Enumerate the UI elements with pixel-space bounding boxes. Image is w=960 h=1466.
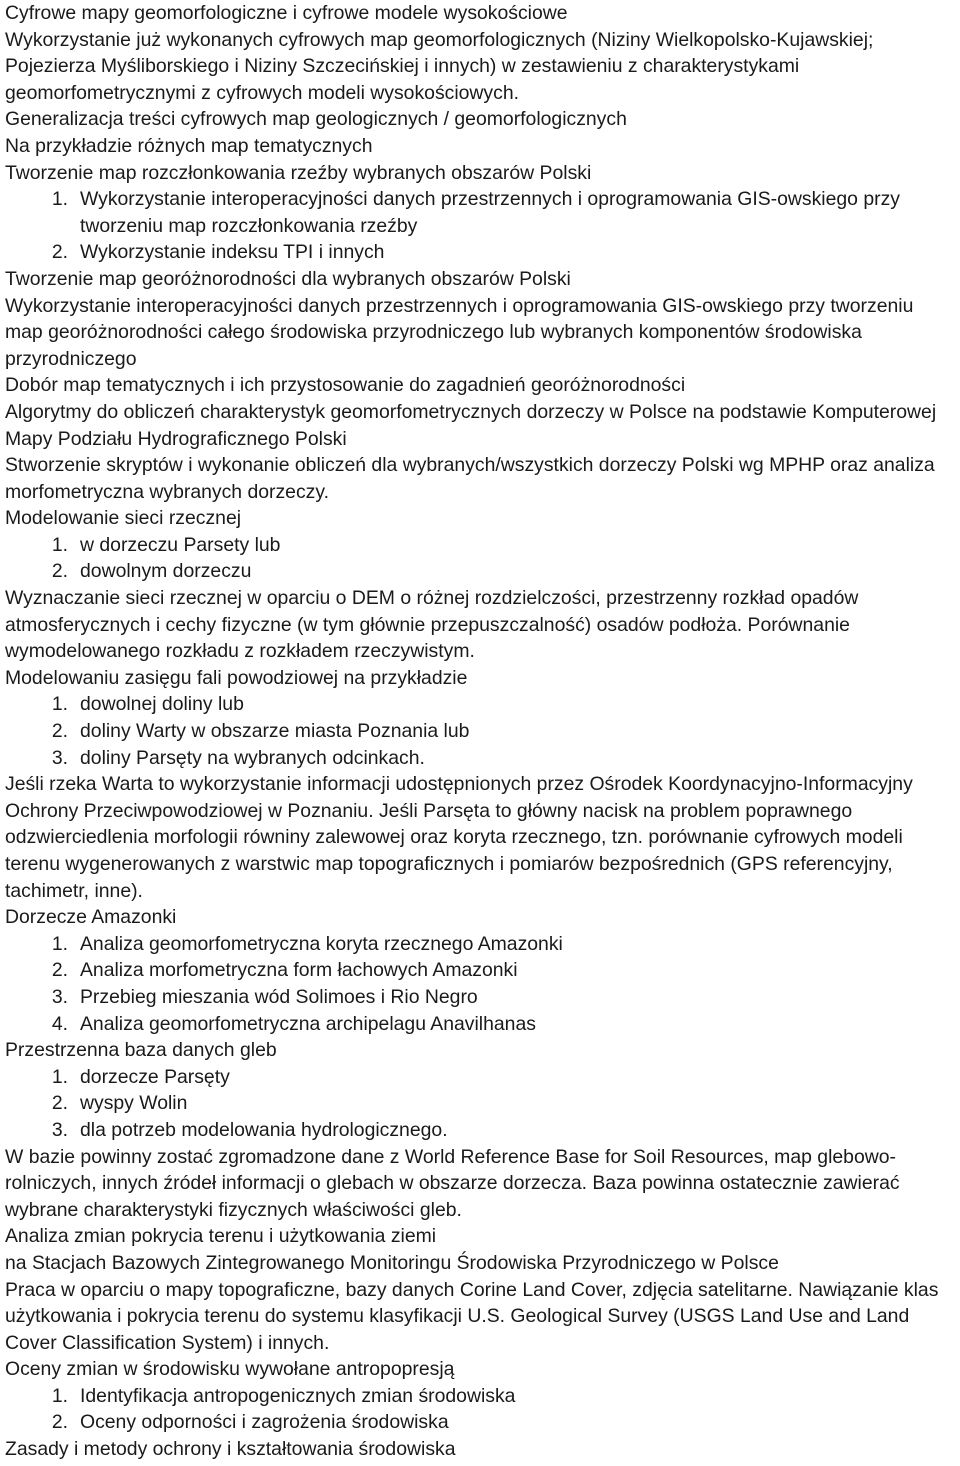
list-item-text: dowolnej doliny lub: [80, 693, 244, 716]
list-item-number: 1.: [51, 188, 68, 211]
list-item: [5, 186, 956, 239]
list-item-number: 2.: [51, 1411, 68, 1434]
list-item-number: 2.: [51, 959, 68, 982]
paragraph-heading: Cyfrowe mapy geomorfologiczne i cyfrowe modele wysokościowe: [5, 2, 568, 24]
list-item-text: w dorzeczu Parsety lub: [80, 533, 281, 556]
list-item: [5, 1090, 956, 1117]
paragraph: Praca w oparciu o mapy topograficzne, bazy danych Corine Land Cover, zdjęcia satelitarne. Nawiązanie klas użytkowania i pokrycia terenu do systemu klasyfikacji U.S. Geological Survey (USGS Land Use and Land Cover Classification System) i innych.: [5, 1278, 939, 1354]
list-item-text: Analiza geomorfometryczna koryta rzecznego Amazonki: [80, 932, 563, 955]
list-item: [5, 931, 956, 958]
numbered-list: [5, 1064, 956, 1144]
numbered-list: [5, 691, 956, 771]
paragraph: Jeśli rzeka Warta to wykorzystanie informacji udostępnionych przez Ośrodek Koordynacyjno-Informacyjny Ochrony Przeciwpowodziowej w Poznaniu. Jeśli Parsęta to główny nacisk na problem poprawnego odzwierciedlenia morfologii równiny zalewowej oraz koryta rzecznego, tzn. porównanie cyfrowych modeli terenu wygenerowanych z warstwic map topograficznych i pomiarów bezpośrednich (GPS referencyjny, tachimetr, inne).: [5, 773, 913, 902]
paragraph: Stworzenie skryptów i wykonanie obliczeń dla wybranych/wszystkich dorzeczy Polski wg MPHP oraz analiza morfometryczna wybranych dorzeczy.: [5, 454, 935, 503]
list-item-number: 1.: [51, 533, 68, 556]
list-item-number: 2.: [51, 720, 68, 743]
list-item-text: dowolnym dorzeczu: [80, 560, 252, 583]
list-item: [5, 1117, 956, 1144]
list-item: [5, 558, 956, 585]
list-item-text: Wykorzystanie indeksu TPI i innych: [80, 241, 385, 264]
list-item: [5, 718, 956, 745]
paragraph: Wyznaczanie sieci rzecznej w oparciu o DEM o różnej rozdzielczości, przestrzenny rozkład opadów atmosferycznych i cechy fizyczne (w tym głównie przepuszczalność) osadów podłoża. Porównanie wymodelowanego rozkładu z rozkładem rzeczywistym.: [5, 587, 859, 663]
list-item: [5, 984, 956, 1011]
paragraph-heading: Dorzecze Amazonki: [5, 906, 177, 929]
list-item-text: doliny Parsęty na wybranych odcinkach.: [80, 746, 425, 769]
list-item-text: doliny Warty w obszarze miasta Poznania lub: [80, 720, 470, 743]
numbered-list: [5, 1383, 956, 1436]
list-item-text: Przebieg mieszania wód Solimoes i Rio Negro: [80, 985, 478, 1008]
list-item: [5, 1383, 956, 1410]
list-item: [5, 691, 956, 718]
list-item-text: dla potrzeb modelowania hydrologicznego.: [80, 1118, 448, 1141]
list-item-number: 1.: [51, 1065, 68, 1088]
list-item-text: Wykorzystanie interoperacyjności danych przestrzennych i oprogramowania GIS-owskiego przy tworzeniu map rozczłonkowania rzeźby: [80, 188, 900, 237]
list-item-number: 1.: [51, 693, 68, 716]
list-item-text: Oceny odporności i zagrożenia środowiska: [80, 1411, 449, 1434]
list-item: [5, 532, 956, 559]
list-item-number: 4.: [51, 1012, 68, 1035]
list-item: [5, 1409, 956, 1436]
paragraph-heading: Generalizacja treści cyfrowych map geologicznych / geomorfologicznych: [5, 108, 627, 131]
list-item: [5, 957, 956, 984]
list-item-number: 2.: [51, 1092, 68, 1115]
list-item: [5, 745, 956, 772]
list-item-text: Identyfikacja antropogenicznych zmian środowiska: [80, 1384, 516, 1407]
list-item-text: Analiza geomorfometryczna archipelagu Anavilhanas: [80, 1012, 536, 1035]
paragraph-heading: Przestrzenna baza danych gleb: [5, 1039, 277, 1062]
list-item-number: 3.: [51, 985, 68, 1008]
list-item-number: 3.: [51, 1118, 68, 1141]
numbered-list: [5, 931, 956, 1037]
paragraph: W bazie powinny zostać zgromadzone dane z World Reference Base for Soil Resources, map glebowo-rolniczych, innych źródeł informacji o glebach w obszarze dorzecza. Baza powinna ostatecznie zawierać wybrane charakterystyki fizycznych właściwości gleb.: [5, 1145, 900, 1221]
list-item: [5, 1064, 956, 1091]
list-item-text: Analiza morfometryczna form łachowych Amazonki: [80, 959, 518, 982]
list-item-text: wyspy Wolin: [80, 1092, 188, 1115]
paragraph-heading: Tworzenie map rozczłonkowania rzeźby wybranych obszarów Polski: [5, 161, 592, 184]
list-item-number: 1.: [51, 932, 68, 955]
list-item-text: dorzecze Parsęty: [80, 1065, 230, 1088]
paragraph-heading: Tworzenie map georóżnorodności dla wybranych obszarów Polski: [5, 267, 571, 290]
list-item-number: 2.: [51, 560, 68, 583]
list-item-number: 2.: [51, 241, 68, 264]
paragraph: Dobór map tematycznych i ich przystosowanie do zagadnień georóżnorodności: [5, 374, 686, 397]
list-item-number: 1.: [51, 1384, 68, 1407]
paragraph: Wykorzystanie interoperacyjności danych przestrzennych i oprogramowania GIS-owskiego przy tworzeniu map georóżnorodności całego środowiska przyrodniczego lub wybranych komponentów środowiska przyrodniczego: [5, 294, 914, 370]
list-item: [5, 1011, 956, 1038]
paragraph-heading: Modelowanie sieci rzecznej: [5, 507, 242, 530]
numbered-list: [5, 186, 956, 266]
paragraph-heading: Modelowaniu zasięgu fali powodziowej na przykładzie: [5, 666, 468, 689]
list-item: [5, 239, 956, 266]
list-item-number: 3.: [51, 746, 68, 769]
paragraph-heading: Oceny zmian w środowisku wywołane antropopresją: [5, 1358, 455, 1381]
paragraph: Na przykładzie różnych map tematycznych: [5, 134, 373, 157]
paragraph: na Stacjach Bazowych Zintegrowanego Monitoringu Środowiska Przyrodniczego w Polsce: [5, 1251, 779, 1274]
paragraph-heading: Zasady i metody ochrony i kształtowania środowiska: [5, 1438, 456, 1461]
paragraph-heading: Algorytmy do obliczeń charakterystyk geomorfometrycznych dorzeczy w Polsce na podstawie Komputerowej Mapy Podziału Hydrograficznego Polski: [5, 400, 937, 450]
numbered-list: [5, 532, 956, 585]
paragraph-heading: Analiza zmian pokrycia terenu i użytkowania ziemi: [5, 1225, 437, 1248]
paragraph: Wykorzystanie już wykonanych cyfrowych map geomorfologicznych (Niziny Wielkopolsko-Kujawskiej; Pojezierza Myśliborskiego i Niziny Szczecińskiej i innych) w zestawieniu z charakterystykami geomorfometrycznymi z cyfrowych modeli wysokościowych.: [5, 28, 874, 104]
